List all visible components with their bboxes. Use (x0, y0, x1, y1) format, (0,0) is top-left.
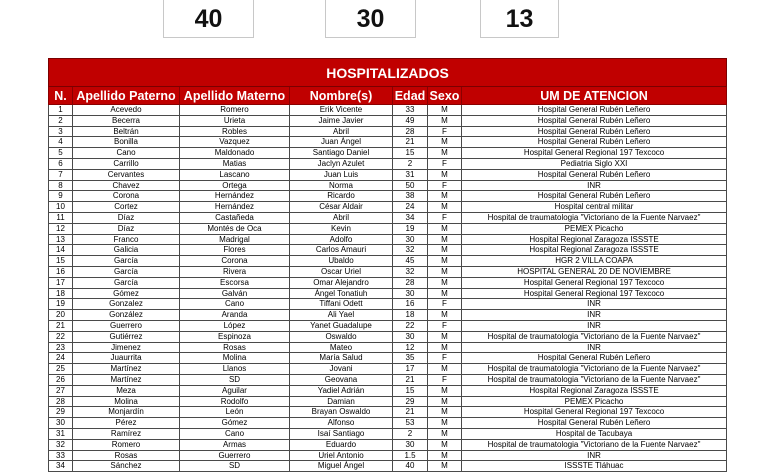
cell-um-atencion: Hospital Regional Zaragoza ISSSTE (462, 234, 727, 245)
table-body (49, 105, 727, 472)
cell-um-atencion: Pediatria Siglo XXI (462, 158, 727, 169)
cell-sexo: M (428, 266, 462, 277)
header-apellido-paterno: Apellido Paterno (73, 87, 180, 105)
table-row (49, 158, 727, 169)
cell-apellido-materno: Rosas (180, 342, 290, 353)
cell-apellido-materno: SD (180, 374, 290, 385)
cell-nombres: Ubaldo (290, 256, 393, 267)
cell-edad: 30 (393, 288, 428, 299)
cell-apellido-materno: Maldonado (180, 148, 290, 159)
cell-sexo: M (428, 223, 462, 234)
cell-n: 16 (49, 266, 73, 277)
cell-um-atencion: INR (462, 299, 727, 310)
cell-n: 32 (49, 439, 73, 450)
cell-apellido-materno: Matias (180, 158, 290, 169)
cell-n: 1 (49, 105, 73, 116)
table-title: HOSPITALIZADOS (49, 59, 727, 87)
cell-apellido-paterno: Bonilla (73, 137, 180, 148)
cell-apellido-paterno: Chavez (73, 180, 180, 191)
cell-sexo: M (428, 105, 462, 116)
table-row (49, 105, 727, 116)
cell-um-atencion: INR (462, 450, 727, 461)
cell-n: 30 (49, 418, 73, 429)
cell-nombres: Yanet Guadalupe (290, 320, 393, 331)
cell-um-atencion: Hospital General Regional 197 Texcoco (462, 288, 727, 299)
cell-apellido-paterno: Sánchez (73, 461, 180, 472)
cell-sexo: M (428, 364, 462, 375)
cell-um-atencion: INR (462, 342, 727, 353)
cell-edad: 30 (393, 331, 428, 342)
cell-um-atencion: Hospital de Tacubaya (462, 428, 727, 439)
cell-edad: 40 (393, 461, 428, 472)
cell-apellido-paterno: Acevedo (73, 105, 180, 116)
cell-um-atencion: ISSSTE Tláhuac (462, 461, 727, 472)
cell-sexo: M (428, 331, 462, 342)
cell-apellido-materno: Llanos (180, 364, 290, 375)
cell-edad: 24 (393, 202, 428, 213)
table-row (49, 212, 727, 223)
cell-apellido-paterno: García (73, 266, 180, 277)
cell-n: 31 (49, 428, 73, 439)
cell-sexo: F (428, 212, 462, 223)
cell-apellido-paterno: García (73, 277, 180, 288)
cell-um-atencion: Hospital central militar (462, 202, 727, 213)
cell-apellido-paterno: Romero (73, 439, 180, 450)
cell-um-atencion: Hospital de traumatologia "Victoriano de la Fuente Narvaez" (462, 212, 727, 223)
cell-apellido-paterno: Gómez (73, 288, 180, 299)
cell-n: 15 (49, 256, 73, 267)
cell-nombres: César Aldair (290, 202, 393, 213)
cell-apellido-paterno: García (73, 256, 180, 267)
cell-n: 2 (49, 115, 73, 126)
cell-apellido-paterno: Corona (73, 191, 180, 202)
cell-um-atencion: Hospital General Regional 197 Texcoco (462, 277, 727, 288)
table-row (49, 245, 727, 256)
cell-n: 10 (49, 202, 73, 213)
cell-edad: 28 (393, 126, 428, 137)
cell-apellido-paterno: Jimenez (73, 342, 180, 353)
cell-apellido-materno: Armas (180, 439, 290, 450)
cell-apellido-paterno: Meza (73, 385, 180, 396)
cell-sexo: M (428, 428, 462, 439)
cell-edad: 34 (393, 212, 428, 223)
cell-nombres: Geovana (290, 374, 393, 385)
cell-apellido-paterno: Galicia (73, 245, 180, 256)
cell-n: 5 (49, 148, 73, 159)
cell-apellido-materno: Galván (180, 288, 290, 299)
cell-apellido-materno: Hernández (180, 191, 290, 202)
cell-sexo: F (428, 320, 462, 331)
cell-apellido-materno: Castañeda (180, 212, 290, 223)
cell-nombres: Santiago Daniel (290, 148, 393, 159)
header-n: N. (49, 87, 73, 105)
table-row (49, 299, 727, 310)
cell-n: 24 (49, 353, 73, 364)
table-row (49, 148, 727, 159)
cell-sexo: M (428, 439, 462, 450)
cell-sexo: M (428, 245, 462, 256)
cell-apellido-paterno: Cervantes (73, 169, 180, 180)
table-row (49, 126, 727, 137)
cell-um-atencion: Hospital General Regional 197 Texcoco (462, 407, 727, 418)
cell-sexo: M (428, 385, 462, 396)
cell-edad: 21 (393, 137, 428, 148)
cell-edad: 35 (393, 353, 428, 364)
cell-um-atencion: Hospital Regional Zaragoza ISSSTE (462, 385, 727, 396)
cell-n: 34 (49, 461, 73, 472)
cell-edad: 17 (393, 364, 428, 375)
header-edad: Edad (393, 87, 428, 105)
cell-sexo: M (428, 418, 462, 429)
cell-n: 9 (49, 191, 73, 202)
cell-n: 28 (49, 396, 73, 407)
cell-um-atencion: Hospital General Rubén Leñero (462, 191, 727, 202)
cell-apellido-paterno: Molina (73, 396, 180, 407)
cell-nombres: Alfonso (290, 418, 393, 429)
cell-apellido-materno: López (180, 320, 290, 331)
cell-nombres: Oswaldo (290, 331, 393, 342)
cell-apellido-materno: Urieta (180, 115, 290, 126)
cell-edad: 32 (393, 245, 428, 256)
cell-edad: 53 (393, 418, 428, 429)
cell-nombres: Yadiel Adrián (290, 385, 393, 396)
cell-um-atencion: Hospital Regional Zaragoza ISSSTE (462, 245, 727, 256)
cell-apellido-materno: Corona (180, 256, 290, 267)
table-row (49, 331, 727, 342)
cell-apellido-paterno: Gonzalez (73, 299, 180, 310)
cell-sexo: M (428, 407, 462, 418)
cell-nombres: Tiffani Odett (290, 299, 393, 310)
cell-um-atencion: PEMEX Picacho (462, 396, 727, 407)
cell-n: 8 (49, 180, 73, 191)
header-um-atencion: UM DE ATENCION (462, 87, 727, 105)
table-row (49, 223, 727, 234)
table-row (49, 256, 727, 267)
cell-apellido-paterno: Pérez (73, 418, 180, 429)
stat-count-3: 13 (480, 0, 559, 38)
table-row (49, 277, 727, 288)
cell-sexo: M (428, 234, 462, 245)
table-row (49, 234, 727, 245)
header-apellido-materno: Apellido Materno (180, 87, 290, 105)
table-row (49, 180, 727, 191)
cell-n: 19 (49, 299, 73, 310)
cell-apellido-paterno: Becerra (73, 115, 180, 126)
cell-nombres: Mateo (290, 342, 393, 353)
cell-edad: 28 (393, 277, 428, 288)
cell-apellido-materno: Gómez (180, 418, 290, 429)
cell-n: 22 (49, 331, 73, 342)
cell-edad: 19 (393, 223, 428, 234)
cell-n: 20 (49, 310, 73, 321)
cell-apellido-materno: Cano (180, 428, 290, 439)
cell-apellido-paterno: Cano (73, 148, 180, 159)
cell-n: 13 (49, 234, 73, 245)
cell-apellido-materno: Aranda (180, 310, 290, 321)
cell-apellido-paterno: Cortez (73, 202, 180, 213)
cell-apellido-paterno: Díaz (73, 223, 180, 234)
cell-edad: 12 (393, 342, 428, 353)
cell-n: 12 (49, 223, 73, 234)
cell-apellido-materno: Aguilar (180, 385, 290, 396)
cell-apellido-materno: Flores (180, 245, 290, 256)
table-title-row (49, 59, 727, 87)
cell-sexo: M (428, 115, 462, 126)
cell-n: 26 (49, 374, 73, 385)
cell-sexo: M (428, 256, 462, 267)
cell-n: 25 (49, 364, 73, 375)
cell-n: 17 (49, 277, 73, 288)
cell-apellido-materno: Cano (180, 299, 290, 310)
header-nombres: Nombre(s) (290, 87, 393, 105)
cell-nombres: Damian (290, 396, 393, 407)
table-row (49, 450, 727, 461)
table-row (49, 374, 727, 385)
cell-apellido-materno: SD (180, 461, 290, 472)
cell-nombres: Jaclyn Azulet (290, 158, 393, 169)
cell-n: 33 (49, 450, 73, 461)
cell-n: 11 (49, 212, 73, 223)
cell-sexo: M (428, 342, 462, 353)
cell-apellido-materno: Escorsa (180, 277, 290, 288)
cell-um-atencion: HGR 2 VILLA COAPA (462, 256, 727, 267)
table-row (49, 353, 727, 364)
table-row (49, 202, 727, 213)
table-row (49, 342, 727, 353)
cell-apellido-paterno: Rosas (73, 450, 180, 461)
cell-sexo: M (428, 277, 462, 288)
cell-apellido-paterno: Martínez (73, 364, 180, 375)
table-row (49, 418, 727, 429)
cell-edad: 30 (393, 439, 428, 450)
cell-um-atencion: Hospital General Rubén Leñero (462, 115, 727, 126)
cell-edad: 21 (393, 407, 428, 418)
cell-nombres: Abril (290, 212, 393, 223)
cell-apellido-paterno: Beltrán (73, 126, 180, 137)
cell-sexo: M (428, 191, 462, 202)
cell-apellido-paterno: Guerrero (73, 320, 180, 331)
cell-n: 7 (49, 169, 73, 180)
stat-count-1: 40 (163, 0, 254, 38)
cell-nombres: Brayan Oswaldo (290, 407, 393, 418)
cell-um-atencion: Hospital de traumatologia "Victoriano de la Fuente Narvaez" (462, 364, 727, 375)
cell-apellido-paterno: Carrillo (73, 158, 180, 169)
cell-edad: 33 (393, 105, 428, 116)
cell-apellido-paterno: Monjardín (73, 407, 180, 418)
cell-apellido-paterno: Franco (73, 234, 180, 245)
cell-nombres: Jovani (290, 364, 393, 375)
cell-n: 18 (49, 288, 73, 299)
cell-um-atencion: Hospital General Rubén Leñero (462, 353, 727, 364)
cell-nombres: Adolfo (290, 234, 393, 245)
cell-sexo: M (428, 137, 462, 148)
cell-um-atencion: Hospital General Rubén Leñero (462, 418, 727, 429)
cell-nombres: Juan Luis (290, 169, 393, 180)
table-row (49, 115, 727, 126)
hospitalized-table (48, 58, 727, 472)
cell-um-atencion: Hospital de traumatologia "Victoriano de la Fuente Narvaez" (462, 374, 727, 385)
cell-apellido-paterno: Juaurrita (73, 353, 180, 364)
cell-nombres: Omar Alejandro (290, 277, 393, 288)
cell-um-atencion: Hospital General Rubén Leñero (462, 126, 727, 137)
cell-sexo: F (428, 299, 462, 310)
cell-apellido-paterno: Martínez (73, 374, 180, 385)
cell-apellido-materno: Romero (180, 105, 290, 116)
cell-sexo: M (428, 450, 462, 461)
cell-apellido-materno: Rivera (180, 266, 290, 277)
cell-apellido-paterno: González (73, 310, 180, 321)
cell-n: 21 (49, 320, 73, 331)
cell-um-atencion: INR (462, 310, 727, 321)
cell-n: 6 (49, 158, 73, 169)
cell-sexo: F (428, 126, 462, 137)
cell-edad: 31 (393, 169, 428, 180)
cell-nombres: Uriel Antonio (290, 450, 393, 461)
cell-apellido-materno: Vazquez (180, 137, 290, 148)
cell-edad: 2 (393, 158, 428, 169)
table-row (49, 396, 727, 407)
cell-um-atencion: Hospital General Rubén Leñero (462, 169, 727, 180)
cell-nombres: Eduardo (290, 439, 393, 450)
cell-nombres: Oscar Uriel (290, 266, 393, 277)
cell-edad: 38 (393, 191, 428, 202)
cell-nombres: Miguel Ángel (290, 461, 393, 472)
cell-n: 27 (49, 385, 73, 396)
cell-edad: 16 (393, 299, 428, 310)
cell-edad: 50 (393, 180, 428, 191)
cell-um-atencion: Hospital General Rubén Leñero (462, 137, 727, 148)
table-row (49, 310, 727, 321)
cell-um-atencion: INR (462, 320, 727, 331)
cell-sexo: F (428, 353, 462, 364)
cell-edad: 49 (393, 115, 428, 126)
cell-apellido-paterno: Gutiérrez (73, 331, 180, 342)
cell-apellido-materno: Hernández (180, 202, 290, 213)
cell-sexo: F (428, 374, 462, 385)
cell-um-atencion: INR (462, 180, 727, 191)
cell-edad: 30 (393, 234, 428, 245)
cell-edad: 15 (393, 385, 428, 396)
table-row (49, 288, 727, 299)
cell-nombres: Norma (290, 180, 393, 191)
cell-apellido-paterno: Ramírez (73, 428, 180, 439)
cell-sexo: M (428, 461, 462, 472)
cell-sexo: F (428, 158, 462, 169)
cell-sexo: M (428, 310, 462, 321)
cell-sexo: M (428, 148, 462, 159)
cell-nombres: Abril (290, 126, 393, 137)
cell-nombres: Isaí Santiago (290, 428, 393, 439)
hospitalized-sheet (48, 58, 726, 472)
cell-edad: 29 (393, 396, 428, 407)
cell-um-atencion: Hospital de traumatologia "Victoriano de la Fuente Narvaez" (462, 331, 727, 342)
cell-nombres: María Salud (290, 353, 393, 364)
cell-nombres: Erik Vicente (290, 105, 393, 116)
cell-sexo: F (428, 180, 462, 191)
cell-nombres: Jaime Javier (290, 115, 393, 126)
cell-edad: 2 (393, 428, 428, 439)
cell-apellido-materno: Molina (180, 353, 290, 364)
cell-apellido-materno: Robles (180, 126, 290, 137)
table-row (49, 428, 727, 439)
cell-nombres: Juan Ángel (290, 137, 393, 148)
cell-nombres: Carlos Amauri (290, 245, 393, 256)
stat-count-2: 30 (325, 0, 416, 38)
cell-n: 14 (49, 245, 73, 256)
cell-sexo: M (428, 396, 462, 407)
cell-nombres: Ali Yael (290, 310, 393, 321)
table-row (49, 191, 727, 202)
header-sexo: Sexo (428, 87, 462, 105)
cell-nombres: Ángel Tonatiuh (290, 288, 393, 299)
cell-apellido-materno: León (180, 407, 290, 418)
cell-n: 29 (49, 407, 73, 418)
cell-edad: 15 (393, 148, 428, 159)
cell-sexo: M (428, 202, 462, 213)
cell-n: 23 (49, 342, 73, 353)
cell-edad: 32 (393, 266, 428, 277)
cell-edad: 18 (393, 310, 428, 321)
cell-nombres: Ricardo (290, 191, 393, 202)
cell-n: 4 (49, 137, 73, 148)
cell-apellido-materno: Montés de Oca (180, 223, 290, 234)
cell-apellido-materno: Rodolfo (180, 396, 290, 407)
cell-apellido-paterno: Díaz (73, 212, 180, 223)
cell-um-atencion: Hospital de traumatologia "Victoriano de la Fuente Narvaez" (462, 439, 727, 450)
cell-edad: 45 (393, 256, 428, 267)
cell-um-atencion: HOSPITAL GENERAL 20 DE NOVIEMBRE (462, 266, 727, 277)
table-row (49, 364, 727, 375)
table-row (49, 169, 727, 180)
cell-nombres: Kevin (290, 223, 393, 234)
cell-sexo: M (428, 288, 462, 299)
table-row (49, 439, 727, 450)
table-row (49, 137, 727, 148)
cell-sexo: M (428, 169, 462, 180)
table-row (49, 385, 727, 396)
cell-apellido-materno: Lascano (180, 169, 290, 180)
cell-apellido-materno: Madrigal (180, 234, 290, 245)
cell-edad: 1.5 (393, 450, 428, 461)
table-row (49, 407, 727, 418)
table-row (49, 320, 727, 331)
cell-um-atencion: Hospital General Rubén Leñero (462, 105, 727, 116)
cell-um-atencion: Hospital General Regional 197 Texcoco (462, 148, 727, 159)
cell-apellido-materno: Guerrero (180, 450, 290, 461)
cell-um-atencion: PEMEX Picacho (462, 223, 727, 234)
cell-apellido-materno: Ortega (180, 180, 290, 191)
cell-edad: 22 (393, 320, 428, 331)
cell-apellido-materno: Espinoza (180, 331, 290, 342)
cell-edad: 21 (393, 374, 428, 385)
cell-n: 3 (49, 126, 73, 137)
table-header-row (49, 87, 727, 105)
table-row (49, 266, 727, 277)
